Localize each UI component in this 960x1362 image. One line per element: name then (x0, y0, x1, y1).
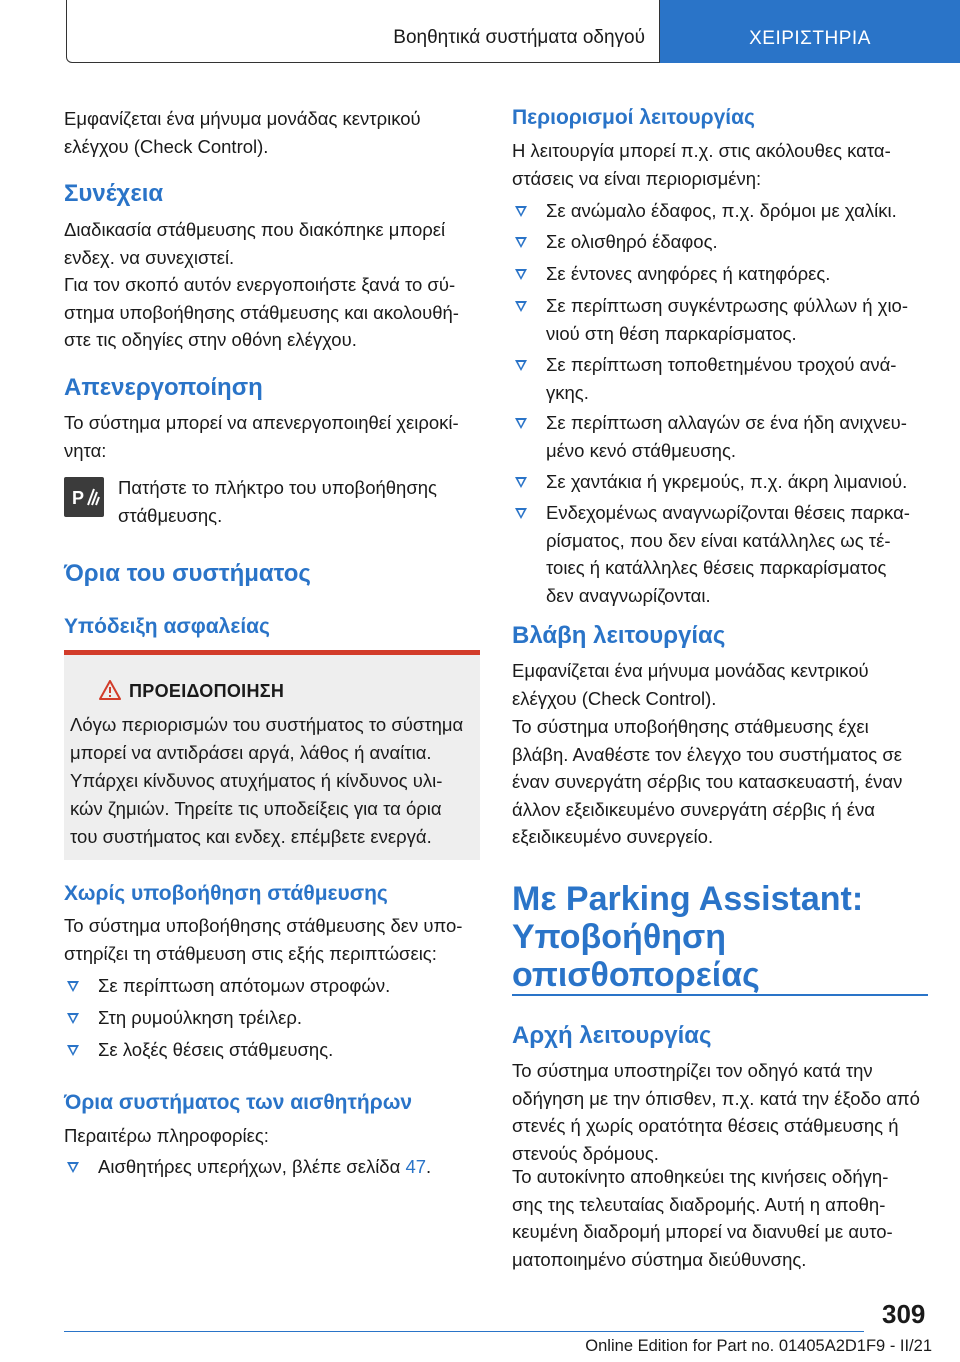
safety-heading: Υπόδειξη ασφαλείας (64, 615, 270, 638)
limits-heading: Όρια του συστήματος (64, 560, 311, 587)
edition-footer: Online Edition for Part no. 01405A2D1F9 - II/21 (585, 1337, 932, 1355)
list-item: Ενδεχομένως αναγνωρίζονται θέσεις παρκα- ρίσματος, που δεν είναι κατάλληλες ως τέ- τοιες ή κατάλληλες θέσεις παρκαρίσματος δεν αναγνωρίζονται. (512, 499, 930, 609)
continue-heading: Συνέχεια (64, 180, 164, 207)
list-item: Στη ρυμούλκηση τρέιλερ. (64, 1004, 482, 1032)
list-item: Σε περίπτωση συγκέντρωσης φύλλων ή χιο- νιού στη θέση παρκαρίσματος. (512, 292, 930, 347)
list-item: Σε έντονες ανηφόρες ή κατηφόρες. (512, 260, 930, 288)
bullet-triangle-icon (67, 1162, 79, 1173)
sensor-limits-paragraph: Περαιτέρω πληροφορίες: (64, 1125, 269, 1146)
bullet-triangle-icon (515, 418, 527, 429)
parking-assistant-heading: Με Parking Assistant: Υποβοήθηση οπισθοπορείας (512, 880, 864, 994)
footer-divider (64, 1331, 864, 1332)
bullet-triangle-icon (67, 981, 79, 992)
page-number: 309 (882, 1299, 926, 1329)
bullet-triangle-icon (515, 206, 527, 217)
continue-paragraph-2: Για τον σκοπό αυτόν ενεργοποιήστε ξανά το σύ- στημα υποβοήθησης στάθμευσης και ακολουθή- στε τις οδηγίες στην οθόνη ελέγχου. (64, 274, 459, 350)
list-item: Σε περίπτωση τοποθετημένου τροχού ανά- γκης. (512, 351, 930, 406)
list-item: Σε ανώμαλο έδαφος, π.χ. δρόμοι με χαλίκι. (512, 197, 930, 225)
deactivate-paragraph: Το σύστημα μπορεί να απενεργοποιηθεί χειροκί- νητα: (64, 412, 459, 461)
bullet-triangle-icon (515, 269, 527, 280)
without-assist-heading: Χωρίς υποβοήθηση στάθμευσης (64, 882, 388, 905)
parking-assist-button-icon (64, 477, 104, 517)
list-item: Σε ολισθηρό έδαφος. (512, 228, 930, 256)
intro-paragraph: Εμφανίζεται ένα μήνυμα μονάδας κεντρικού ελέγχου (Check Control). (64, 108, 421, 157)
bullet-triangle-icon (515, 301, 527, 312)
principle-heading: Αρχή λειτουργίας (512, 1022, 712, 1049)
page-link[interactable]: 47 (405, 1156, 427, 1177)
malfunction-paragraph-1: Εμφανίζεται ένα μήνυμα μονάδας κεντρικού ελέγχου (Check Control). (512, 660, 869, 709)
restrictions-paragraph: Η λειτουργία μπορεί π.χ. στις ακόλουθες κατα- στάσεις να είναι περιορισμένη: (512, 140, 891, 189)
malfunction-paragraph-2: Το σύστημα υποβοήθησης στάθμευσης έχει βλάβη. Αναθέστε τον έλεγχο του συστήματος σε έναν συνεργάτη σέρβις του κατασκευαστή, έναν άλλον εξειδικευμένο συνεργάτη σέρβις ή ένα εξειδικευμένο συνεργείο. (512, 716, 903, 847)
warning-label: ΠΡΟΕΙΔΟΠΟΙΗΣΗ (129, 681, 285, 701)
list-item: Σε χαντάκια ή γκρεμούς, π.χ. άκρη λιμανιού. (512, 468, 930, 496)
bullet-triangle-icon (515, 237, 527, 248)
warning-text: Λόγω περιορισμών του συστήματος το σύστημα μπορεί να αντιδράσει αργά, λάθος ή αναίτια. Υπάρχει κίνδυνος ατυχήματος ή κίνδυνος υλι- κών ζημιών. Τηρείτε τις υποδείξεις για τα όρια του συστήματος και ενδεχ. επέμβετε ενεργά. (70, 714, 464, 847)
list-item: Αισθητήρες υπερήχων, βλέπε σελίδα 47. (64, 1153, 482, 1181)
sensor-limits-heading: Όρια συστήματος των αισθητήρων (64, 1091, 413, 1114)
list-item: Σε λοξές θέσεις στάθμευσης. (64, 1036, 482, 1064)
bullet-triangle-icon (515, 477, 527, 488)
heading-divider (512, 994, 928, 996)
section-title: Βοηθητικά συστήματα οδηγού (393, 27, 645, 48)
bullet-triangle-icon (515, 508, 527, 519)
principle-paragraph-1: Το σύστημα υποστηρίζει τον οδηγό κατά την οδήγηση με την όπισθεν, π.χ. κατά την έξοδο από στενές ή χωρίς ορατότητα θέσεις στάθμευσης ή στενούς δρόμους. (512, 1060, 920, 1164)
restrictions-heading: Περιορισμοί λειτουργίας (512, 106, 755, 129)
bullet-triangle-icon (515, 360, 527, 371)
list-item: Σε περίπτωση απότομων στροφών. (64, 972, 482, 1000)
bullet-triangle-icon (67, 1045, 79, 1056)
deactivate-heading: Απενεργοποίηση (64, 374, 263, 401)
continue-paragraph-1: Διαδικασία στάθμευσης που διακόπηκε μπορεί ενδεχ. να συνεχιστεί. (64, 219, 446, 268)
warning-box (64, 650, 480, 860)
malfunction-heading: Βλάβη λειτουργίας (512, 622, 726, 649)
bullet-triangle-icon (67, 1013, 79, 1024)
button-instruction: Πατήστε το πλήκτρο του υποβοήθησης στάθμευσης. (118, 477, 437, 526)
chapter-tab[interactable] (660, 0, 960, 63)
section-tab (66, 0, 660, 63)
warning-triangle-icon (99, 680, 121, 700)
list-item: Σε περίπτωση αλλαγών σε ένα ήδη ανιχνευ- μένο κενό στάθμευσης. (512, 409, 930, 464)
without-assist-paragraph: Το σύστημα υποβοήθησης στάθμευσης δεν υπο- στηρίζει τη στάθμευση στις εξής περιπτώσεις: (64, 915, 463, 964)
page-header (66, 0, 960, 64)
svg-text:P: P (72, 488, 85, 508)
principle-paragraph-2: Το αυτοκίνητο αποθηκεύει της κινήσεις οδήγη- σης της τελευταίας διαδρομής. Αυτή η αποθη- κευμένη διαδρομή μπορεί να διανυθεί με αυτο- ματοποιημένο σύστημα διεύθυνσης. (512, 1166, 893, 1270)
chapter-title: ΧΕΙΡΙΣΤΗΡΙΑ (749, 28, 871, 49)
